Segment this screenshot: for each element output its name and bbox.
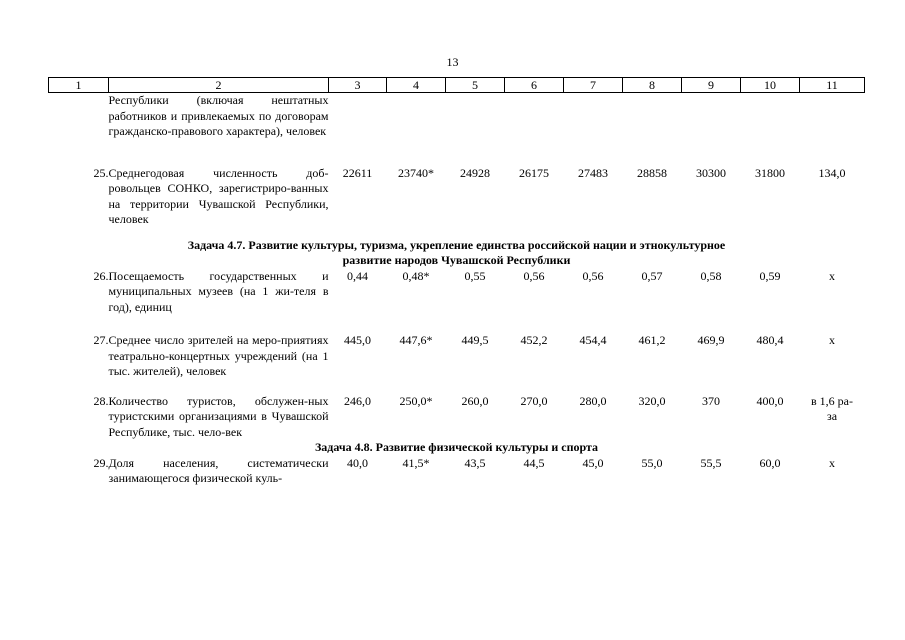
value-cell: 452,2	[520, 333, 548, 347]
value-cell: 246,0	[344, 393, 371, 408]
row-description: Количество туристов, обслужен-ных туристскими организациями в Чувашской Республике, тыс. чело-век	[108, 393, 329, 439]
value-cell: 31800	[755, 165, 785, 180]
value-cell: 0,48*	[402, 268, 430, 283]
ratio-cell: х	[829, 268, 835, 283]
value-cell: 44,5	[523, 455, 545, 470]
ratio-text: в 1,6 ра-за	[811, 393, 853, 423]
value-cell: 400,0	[756, 393, 784, 408]
row-number: 29.	[93, 455, 109, 470]
value-cell: 24928	[460, 165, 490, 180]
table-row	[49, 93, 865, 166]
row-number: 26.	[93, 268, 109, 283]
value-cell: 461,2	[638, 333, 666, 347]
value-cell: 320,0	[638, 393, 666, 408]
value-cell: 250,0*	[399, 393, 433, 408]
ratio-cell: х	[829, 333, 835, 347]
value-cell: 0,59	[759, 268, 781, 283]
row-description: Среднегодовая численность доб-ровольцев СОНКО, зарегистриро-ванных на территории Чувашской Республики, человек	[108, 165, 329, 226]
row-description: Республики (включая нештатных работников и привлекаемых по договорам гражданско-правового характера), человек	[108, 93, 329, 138]
header-cell: 2	[109, 78, 329, 93]
header-cell: 9	[682, 78, 741, 93]
header-cell: 10	[741, 78, 800, 93]
header-cell: 5	[446, 78, 505, 93]
header-row	[49, 78, 865, 93]
value-cell: 41,5*	[402, 455, 430, 470]
value-cell: 0,56	[523, 268, 545, 283]
value-cell: 23740*	[398, 165, 434, 180]
value-cell: 260,0	[461, 393, 489, 408]
indicators-table	[48, 77, 865, 487]
value-cell: 45,0	[582, 455, 604, 470]
ratio-cell: 134,0	[818, 165, 846, 180]
value-cell: 55,0	[641, 455, 663, 470]
value-cell: 40,0	[347, 455, 368, 470]
section-row	[49, 238, 865, 269]
row-description: Доля населения, систематически занимающегося физической куль-	[108, 455, 329, 485]
value-cell: 454,4	[579, 333, 607, 347]
value-cell: 480,4	[756, 333, 784, 347]
table-row	[49, 333, 865, 394]
ratio-cell	[800, 394, 865, 441]
value-cell: 0,57	[641, 268, 663, 283]
section-heading: Задача 4.7. Развитие культуры, туризма, укрепление единства российской нации и этнокультурное развитие народов Чувашской Республики	[187, 237, 726, 267]
value-cell: 43,5	[464, 455, 486, 470]
value-cell: 28858	[637, 165, 667, 180]
row-number: 25.	[93, 165, 109, 180]
header-cell: 3	[329, 78, 387, 93]
section-heading: Задача 4.8. Развитие физической культуры и спорта	[314, 440, 599, 454]
value-cell: 270,0	[520, 393, 548, 408]
value-cell: 0,44	[347, 268, 368, 283]
value-cell: 30300	[696, 165, 726, 180]
header-cell: 4	[387, 78, 446, 93]
row-number: 28.	[93, 393, 109, 408]
table-row	[49, 394, 865, 441]
value-cell: 370	[702, 393, 720, 408]
header-cell: 6	[505, 78, 564, 93]
value-cell: 55,5	[700, 455, 722, 470]
value-cell: 60,0	[759, 455, 781, 470]
value-cell: 449,5	[461, 333, 489, 347]
value-cell: 280,0	[579, 393, 607, 408]
value-cell: 26175	[519, 165, 549, 180]
row-description: Среднее число зрителей на меро-приятиях театрально-концертных учреждений (на 1 тыс. жителей), человек	[108, 333, 329, 378]
row-description: Посещаемость государственных и муниципальных музеев (на 1 жи-теля в год), единиц	[108, 268, 329, 314]
header-cell: 8	[623, 78, 682, 93]
table-row	[49, 166, 865, 238]
header-cell: 11	[800, 78, 865, 93]
value-cell: 445,0	[344, 333, 371, 347]
value-cell: 0,56	[582, 268, 604, 283]
header-cell: 7	[564, 78, 623, 93]
header-cell: 1	[49, 78, 109, 93]
value-cell: 27483	[578, 165, 608, 180]
value-cell: 0,55	[464, 268, 486, 283]
value-cell: 447,6*	[399, 333, 433, 347]
ratio-cell: х	[829, 455, 835, 470]
value-cell: 22611	[342, 165, 373, 180]
table-row	[49, 269, 865, 334]
value-cell: 0,58	[700, 268, 722, 283]
section-row	[49, 440, 865, 456]
table-row	[49, 456, 865, 487]
value-cell: 469,9	[697, 333, 725, 347]
page-number: 13	[446, 55, 459, 69]
row-number: 27.	[93, 333, 109, 347]
